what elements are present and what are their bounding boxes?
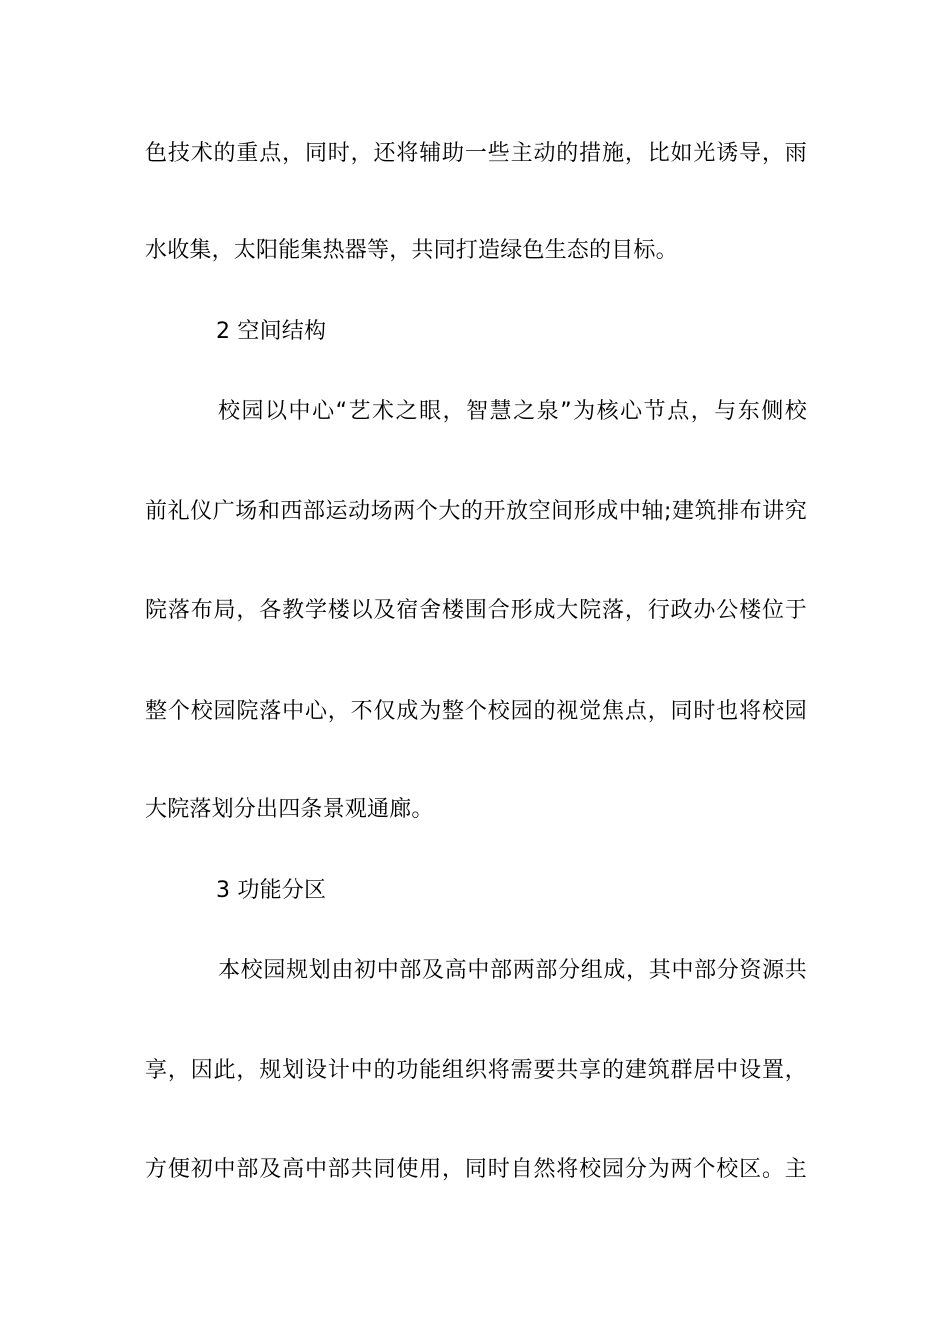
paragraph-line: 方便初中部及高中部共同使用，同时自然将校园分为两个校区。主	[145, 1157, 807, 1182]
paragraph-line: 本校园规划由初中部及高中部两部分组成，其中部分资源共	[218, 958, 807, 983]
section-heading: 3 功能分区	[216, 878, 327, 903]
paragraph-line: 大院落划分出四条景观通廊。	[145, 797, 434, 822]
paragraph-line: 院落布局，各教学楼以及宿舍楼围合形成大院落，行政办公楼位于	[145, 598, 807, 623]
paragraph-line: 享，因此，规划设计中的功能组织将需要共享的建筑群居中设置，	[145, 1058, 807, 1083]
paragraph-line: 校园以中心“艺术之眼，智慧之泉”为核心节点，与东侧校	[218, 399, 807, 424]
paragraph-line: 色技术的重点，同时，还将辅助一些主动的措施，比如光诱导，雨	[145, 141, 807, 166]
section-heading: 2 空间结构	[216, 319, 327, 344]
paragraph-line: 水收集，太阳能集热器等，共同打造绿色生态的目标。	[145, 238, 678, 263]
paragraph-line: 前礼仪广场和西部运动场两个大的开放空间形成中轴;建筑排布讲究	[145, 499, 807, 524]
paragraph-line: 整个校园院落中心，不仅成为整个校园的视觉焦点，同时也将校园	[145, 699, 807, 724]
